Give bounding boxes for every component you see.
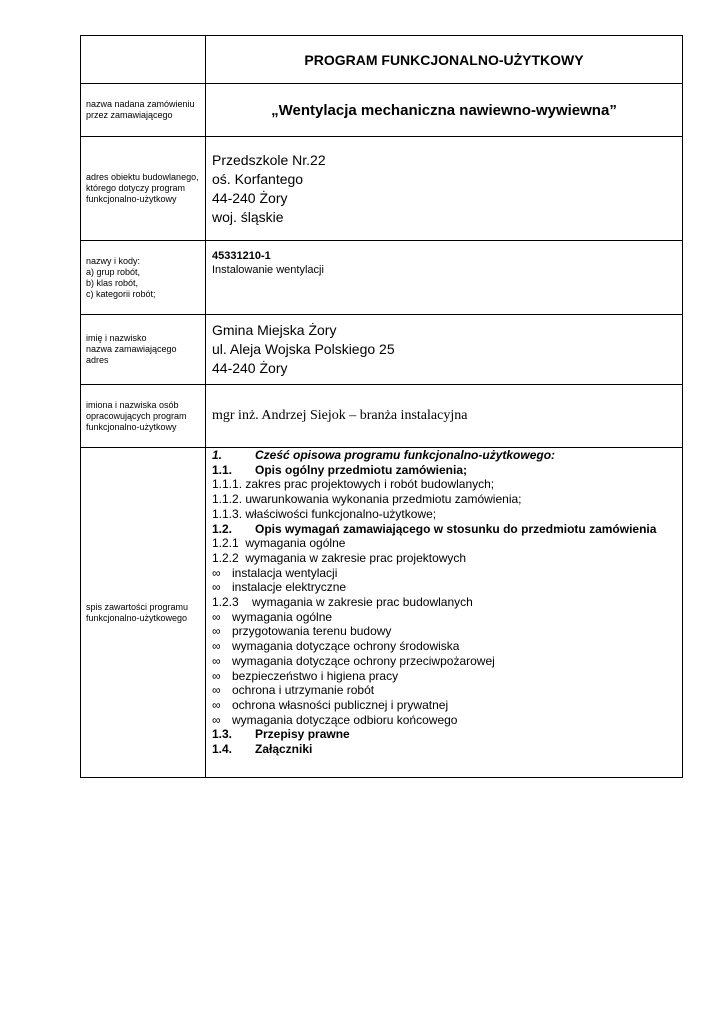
toc-item: ∞ wymagania ogólne [212, 609, 333, 624]
bullet-icon: ∞ [212, 639, 221, 654]
cpv-description: Instalowanie wentylacji [212, 264, 324, 276]
codes-value [206, 241, 683, 315]
toc-item: ∞ przygotowania terenu budowy [212, 624, 392, 639]
bullet-icon: ∞ [212, 697, 221, 712]
program-table [80, 35, 683, 778]
project-name: „Wentylacja mechaniczna nawiewno-wywiewna” [206, 84, 683, 137]
name-label: nazwa nadana zamówieniu przez zamawiającego [81, 84, 206, 137]
address-value [206, 137, 683, 241]
name-row [81, 84, 683, 137]
bullet-icon: ∞ [212, 653, 221, 668]
toc-item: 1.2.3 wymagania w zakresie prac budowlanych [212, 595, 473, 610]
bullet-icon: ∞ [212, 683, 221, 698]
document-title: PROGRAM FUNKCJONALNO-UŻYTKOWY [206, 36, 683, 84]
bullet-icon: ∞ [212, 580, 221, 595]
investor-line: 44-240 Żory [212, 360, 288, 376]
address-row [81, 137, 683, 241]
bullet-icon: ∞ [212, 624, 221, 639]
investor-label [81, 315, 206, 385]
toc-item: ∞ ochrona własności publicznej i prywatnej [212, 697, 449, 712]
toc-item: 1.2.1 wymagania ogólne [212, 536, 346, 551]
bullet-icon: ∞ [212, 609, 221, 624]
codes-label-line: nazwy i kody: [86, 255, 141, 266]
toc-list [206, 448, 683, 778]
toc-item: 1.1.1. zakres prac projektowych i robót budowlanych; [212, 477, 495, 492]
empty-label-cell [81, 36, 206, 84]
bullet-icon: ∞ [212, 565, 221, 580]
codes-label-line: b) klas robót, [86, 277, 139, 288]
address-line: oś. Korfantego [212, 170, 304, 187]
codes-label-line: c) kategorii robót; [86, 288, 156, 299]
investor-line: Gmina Miejska Żory [212, 322, 337, 338]
title-row [81, 36, 683, 84]
codes-row [81, 241, 683, 315]
toc-item: ∞ instalacje elektryczne [212, 580, 347, 595]
address-line: 44-240 Żory [212, 189, 288, 206]
authors-value: mgr inż. Andrzej Siejok – branża instalacyjna [206, 385, 683, 448]
toc-item: ∞ ochrona i utrzymanie robót [212, 683, 375, 698]
toc-item: 1.2. Opis wymagań zamawiającego w stosunku do przedmiotu zamówienia [212, 521, 657, 536]
address-line: woj. śląskie [212, 208, 284, 225]
codes-label [81, 241, 206, 315]
toc-item: ∞ wymagania dotyczące ochrony środowiska [212, 639, 460, 654]
bullet-icon: ∞ [212, 712, 221, 727]
toc-item: 1.2.2 wymagania w zakresie prac projektowych [212, 550, 467, 565]
cpv-code: 45331210-1 [212, 250, 271, 262]
toc-item: ∞ instalacja wentylacji [212, 565, 338, 580]
toc-item: 1. Cześć opisowa programu funkcjonalno-użytkowego: [212, 448, 556, 462]
address-line: Przedszkole Nr.22 [212, 151, 326, 168]
authors-label: imiona i nazwiska osób opracowujących program funkcjonalno-użytkowy [81, 385, 206, 448]
bullet-icon: ∞ [212, 668, 221, 683]
authors-row [81, 385, 683, 448]
investor-label-line: adres [86, 355, 109, 365]
address-label: adres obiektu budowlanego, którego dotyczy program funkcjonalno-użytkowy [81, 137, 206, 241]
codes-label-line: a) grup robót, [86, 266, 141, 277]
investor-line: ul. Aleja Wojska Polskiego 25 [212, 341, 395, 357]
toc-item: ∞ bezpieczeństwo i higiena pracy [212, 668, 399, 683]
toc-row [81, 448, 683, 778]
toc-item: 1.1.2. uwarunkowania wykonania przedmiotu zamówienia; [212, 492, 522, 507]
toc-item: 1.1. Opis ogólny przedmiotu zamówienia; [212, 462, 468, 477]
toc-item: 1.1.3. właściwości funkcjonalno-użytkowe; [212, 506, 437, 521]
investor-row [81, 315, 683, 385]
toc-item: ∞ wymagania dotyczące odbioru końcowego [212, 712, 458, 727]
toc-item: ∞ wymagania dotyczące ochrony przeciwpożarowej [212, 653, 495, 668]
investor-value [206, 315, 683, 385]
investor-label-line: imię i nazwisko [86, 333, 147, 343]
investor-label-line: nazwa zamawiającego [86, 344, 177, 354]
toc-item: 1.3. Przepisy prawne [212, 727, 350, 742]
toc-item: 1.4. Załączniki [212, 742, 313, 757]
toc-label: spis zawartości programu funkcjonalno-użytkowego [81, 448, 206, 778]
